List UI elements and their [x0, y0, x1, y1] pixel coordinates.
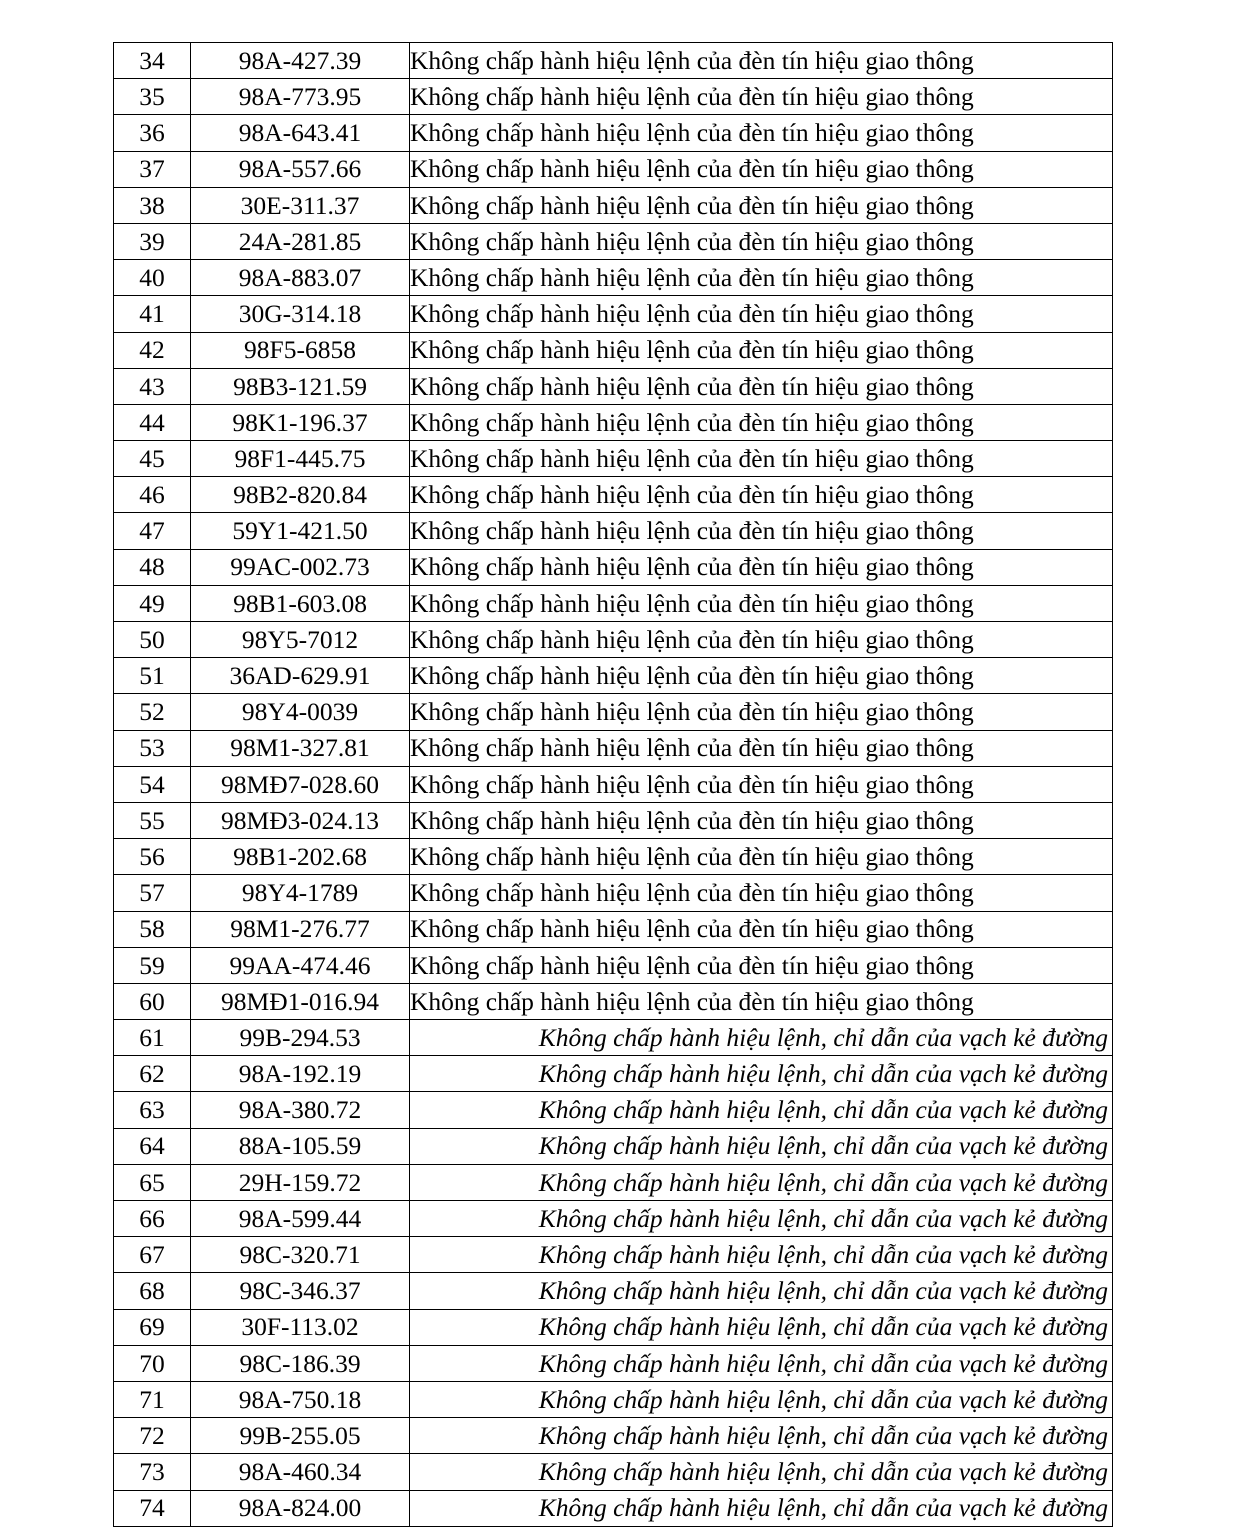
table-row — [114, 911, 1113, 947]
table-row — [114, 1201, 1113, 1237]
violation-description-cell: Không chấp hành hiệu lệnh, chỉ dẫn của vạch kẻ đường — [410, 1128, 1113, 1164]
license-plate-cell: 88A-105.59 — [191, 1128, 410, 1164]
violation-description-cell: Không chấp hành hiệu lệnh, chỉ dẫn của vạch kẻ đường — [410, 1381, 1113, 1417]
violation-description-cell: Không chấp hành hiệu lệnh của đèn tín hiệu giao thông — [410, 549, 1113, 585]
license-plate-cell: 30G-314.18 — [191, 296, 410, 332]
violation-table — [113, 42, 1113, 1527]
license-plate-cell: 98A-192.19 — [191, 1056, 410, 1092]
table-row — [114, 1490, 1113, 1526]
row-index-cell: 53 — [114, 730, 191, 766]
table-row — [114, 513, 1113, 549]
violation-description-cell: Không chấp hành hiệu lệnh của đèn tín hiệu giao thông — [410, 839, 1113, 875]
violation-description-cell: Không chấp hành hiệu lệnh của đèn tín hiệu giao thông — [410, 658, 1113, 694]
table-row — [114, 1309, 1113, 1345]
violation-description-cell: Không chấp hành hiệu lệnh của đèn tín hiệu giao thông — [410, 585, 1113, 621]
violation-description-cell: Không chấp hành hiệu lệnh của đèn tín hiệu giao thông — [410, 332, 1113, 368]
license-plate-cell: 98F1-445.75 — [191, 441, 410, 477]
license-plate-cell: 98B1-603.08 — [191, 585, 410, 621]
violation-description-cell: Không chấp hành hiệu lệnh của đèn tín hiệu giao thông — [410, 766, 1113, 802]
row-index-cell: 59 — [114, 947, 191, 983]
violation-description-cell: Không chấp hành hiệu lệnh của đèn tín hiệu giao thông — [410, 875, 1113, 911]
row-index-cell: 43 — [114, 368, 191, 404]
row-index-cell: 47 — [114, 513, 191, 549]
table-row — [114, 43, 1113, 79]
table-row — [114, 1020, 1113, 1056]
table-row — [114, 260, 1113, 296]
row-index-cell: 41 — [114, 296, 191, 332]
violation-description-cell: Không chấp hành hiệu lệnh, chỉ dẫn của vạch kẻ đường — [410, 1237, 1113, 1273]
table-row — [114, 1056, 1113, 1092]
table-row — [114, 875, 1113, 911]
table-row — [114, 1128, 1113, 1164]
table-row — [114, 1164, 1113, 1200]
row-index-cell: 65 — [114, 1164, 191, 1200]
violation-description-cell: Không chấp hành hiệu lệnh của đèn tín hiệu giao thông — [410, 296, 1113, 332]
row-index-cell: 38 — [114, 187, 191, 223]
violation-description-cell: Không chấp hành hiệu lệnh của đèn tín hiệu giao thông — [410, 79, 1113, 115]
table-row — [114, 296, 1113, 332]
license-plate-cell: 98C-346.37 — [191, 1273, 410, 1309]
license-plate-cell: 98A-427.39 — [191, 43, 410, 79]
violation-table-body — [114, 43, 1113, 1527]
violation-table-container — [113, 42, 1109, 1527]
violation-description-cell: Không chấp hành hiệu lệnh của đèn tín hiệu giao thông — [410, 911, 1113, 947]
license-plate-cell: 99B-255.05 — [191, 1418, 410, 1454]
license-plate-cell: 98MĐ1-016.94 — [191, 983, 410, 1019]
table-row — [114, 477, 1113, 513]
table-row — [114, 730, 1113, 766]
table-row — [114, 694, 1113, 730]
table-row — [114, 79, 1113, 115]
license-plate-cell: 30F-113.02 — [191, 1309, 410, 1345]
table-row — [114, 1454, 1113, 1490]
row-index-cell: 42 — [114, 332, 191, 368]
table-row — [114, 115, 1113, 151]
table-row — [114, 1092, 1113, 1128]
license-plate-cell: 98B1-202.68 — [191, 839, 410, 875]
row-index-cell: 50 — [114, 622, 191, 658]
license-plate-cell: 99B-294.53 — [191, 1020, 410, 1056]
row-index-cell: 63 — [114, 1092, 191, 1128]
row-index-cell: 45 — [114, 441, 191, 477]
violation-description-cell: Không chấp hành hiệu lệnh, chỉ dẫn của vạch kẻ đường — [410, 1056, 1113, 1092]
violation-description-cell: Không chấp hành hiệu lệnh, chỉ dẫn của vạch kẻ đường — [410, 1345, 1113, 1381]
row-index-cell: 60 — [114, 983, 191, 1019]
license-plate-cell: 99AC-002.73 — [191, 549, 410, 585]
violation-description-cell: Không chấp hành hiệu lệnh của đèn tín hiệu giao thông — [410, 43, 1113, 79]
license-plate-cell: 98A-773.95 — [191, 79, 410, 115]
table-row — [114, 549, 1113, 585]
violation-description-cell: Không chấp hành hiệu lệnh của đèn tín hiệu giao thông — [410, 260, 1113, 296]
license-plate-cell: 29H-159.72 — [191, 1164, 410, 1200]
row-index-cell: 35 — [114, 79, 191, 115]
table-row — [114, 766, 1113, 802]
row-index-cell: 37 — [114, 151, 191, 187]
row-index-cell: 64 — [114, 1128, 191, 1164]
violation-description-cell: Không chấp hành hiệu lệnh của đèn tín hiệu giao thông — [410, 947, 1113, 983]
row-index-cell: 54 — [114, 766, 191, 802]
row-index-cell: 69 — [114, 1309, 191, 1345]
violation-description-cell: Không chấp hành hiệu lệnh của đèn tín hiệu giao thông — [410, 622, 1113, 658]
row-index-cell: 55 — [114, 802, 191, 838]
row-index-cell: 72 — [114, 1418, 191, 1454]
license-plate-cell: 98A-557.66 — [191, 151, 410, 187]
violation-description-cell: Không chấp hành hiệu lệnh của đèn tín hiệu giao thông — [410, 477, 1113, 513]
row-index-cell: 70 — [114, 1345, 191, 1381]
license-plate-cell: 98F5-6858 — [191, 332, 410, 368]
license-plate-cell: 98A-883.07 — [191, 260, 410, 296]
row-index-cell: 58 — [114, 911, 191, 947]
row-index-cell: 66 — [114, 1201, 191, 1237]
row-index-cell: 48 — [114, 549, 191, 585]
table-row — [114, 187, 1113, 223]
row-index-cell: 36 — [114, 115, 191, 151]
row-index-cell: 49 — [114, 585, 191, 621]
violation-description-cell: Không chấp hành hiệu lệnh của đèn tín hiệu giao thông — [410, 983, 1113, 1019]
violation-description-cell: Không chấp hành hiệu lệnh của đèn tín hiệu giao thông — [410, 441, 1113, 477]
row-index-cell: 39 — [114, 223, 191, 259]
table-row — [114, 585, 1113, 621]
license-plate-cell: 98C-186.39 — [191, 1345, 410, 1381]
license-plate-cell: 98MĐ3-024.13 — [191, 802, 410, 838]
license-plate-cell: 99AA-474.46 — [191, 947, 410, 983]
row-index-cell: 71 — [114, 1381, 191, 1417]
license-plate-cell: 30E-311.37 — [191, 187, 410, 223]
license-plate-cell: 98Y4-1789 — [191, 875, 410, 911]
table-row — [114, 1345, 1113, 1381]
violation-description-cell: Không chấp hành hiệu lệnh, chỉ dẫn của vạch kẻ đường — [410, 1309, 1113, 1345]
license-plate-cell: 98K1-196.37 — [191, 404, 410, 440]
violation-description-cell: Không chấp hành hiệu lệnh, chỉ dẫn của vạch kẻ đường — [410, 1020, 1113, 1056]
license-plate-cell: 98B3-121.59 — [191, 368, 410, 404]
table-row — [114, 839, 1113, 875]
violation-description-cell: Không chấp hành hiệu lệnh của đèn tín hiệu giao thông — [410, 151, 1113, 187]
violation-description-cell: Không chấp hành hiệu lệnh của đèn tín hiệu giao thông — [410, 694, 1113, 730]
violation-description-cell: Không chấp hành hiệu lệnh của đèn tín hiệu giao thông — [410, 513, 1113, 549]
violation-description-cell: Không chấp hành hiệu lệnh của đèn tín hiệu giao thông — [410, 223, 1113, 259]
row-index-cell: 68 — [114, 1273, 191, 1309]
table-row — [114, 622, 1113, 658]
table-row — [114, 368, 1113, 404]
license-plate-cell: 24A-281.85 — [191, 223, 410, 259]
violation-description-cell: Không chấp hành hiệu lệnh, chỉ dẫn của vạch kẻ đường — [410, 1490, 1113, 1526]
license-plate-cell: 98M1-327.81 — [191, 730, 410, 766]
row-index-cell: 73 — [114, 1454, 191, 1490]
table-row — [114, 658, 1113, 694]
violation-description-cell: Không chấp hành hiệu lệnh của đèn tín hiệu giao thông — [410, 730, 1113, 766]
license-plate-cell: 98C-320.71 — [191, 1237, 410, 1273]
table-row — [114, 404, 1113, 440]
license-plate-cell: 98B2-820.84 — [191, 477, 410, 513]
table-row — [114, 1381, 1113, 1417]
violation-description-cell: Không chấp hành hiệu lệnh của đèn tín hiệu giao thông — [410, 368, 1113, 404]
license-plate-cell: 98M1-276.77 — [191, 911, 410, 947]
table-row — [114, 983, 1113, 1019]
violation-description-cell: Không chấp hành hiệu lệnh của đèn tín hiệu giao thông — [410, 802, 1113, 838]
violation-description-cell: Không chấp hành hiệu lệnh, chỉ dẫn của vạch kẻ đường — [410, 1273, 1113, 1309]
violation-description-cell: Không chấp hành hiệu lệnh của đèn tín hiệu giao thông — [410, 404, 1113, 440]
violation-description-cell: Không chấp hành hiệu lệnh, chỉ dẫn của vạch kẻ đường — [410, 1164, 1113, 1200]
violation-description-cell: Không chấp hành hiệu lệnh của đèn tín hiệu giao thông — [410, 187, 1113, 223]
license-plate-cell: 98MĐ7-028.60 — [191, 766, 410, 802]
license-plate-cell: 98Y5-7012 — [191, 622, 410, 658]
table-row — [114, 151, 1113, 187]
row-index-cell: 34 — [114, 43, 191, 79]
row-index-cell: 52 — [114, 694, 191, 730]
license-plate-cell: 98A-380.72 — [191, 1092, 410, 1128]
table-row — [114, 802, 1113, 838]
table-row — [114, 223, 1113, 259]
violation-description-cell: Không chấp hành hiệu lệnh, chỉ dẫn của vạch kẻ đường — [410, 1092, 1113, 1128]
license-plate-cell: 98A-460.34 — [191, 1454, 410, 1490]
row-index-cell: 46 — [114, 477, 191, 513]
row-index-cell: 44 — [114, 404, 191, 440]
violation-description-cell: Không chấp hành hiệu lệnh, chỉ dẫn của vạch kẻ đường — [410, 1454, 1113, 1490]
violation-description-cell: Không chấp hành hiệu lệnh của đèn tín hiệu giao thông — [410, 115, 1113, 151]
table-row — [114, 332, 1113, 368]
row-index-cell: 74 — [114, 1490, 191, 1526]
violation-description-cell: Không chấp hành hiệu lệnh, chỉ dẫn của vạch kẻ đường — [410, 1201, 1113, 1237]
license-plate-cell: 59Y1-421.50 — [191, 513, 410, 549]
row-index-cell: 56 — [114, 839, 191, 875]
license-plate-cell: 36AD-629.91 — [191, 658, 410, 694]
violation-description-cell: Không chấp hành hiệu lệnh, chỉ dẫn của vạch kẻ đường — [410, 1418, 1113, 1454]
table-row — [114, 1418, 1113, 1454]
license-plate-cell: 98A-824.00 — [191, 1490, 410, 1526]
table-row — [114, 947, 1113, 983]
license-plate-cell: 98A-643.41 — [191, 115, 410, 151]
license-plate-cell: 98A-750.18 — [191, 1381, 410, 1417]
row-index-cell: 40 — [114, 260, 191, 296]
license-plate-cell: 98Y4-0039 — [191, 694, 410, 730]
table-row — [114, 441, 1113, 477]
row-index-cell: 57 — [114, 875, 191, 911]
table-row — [114, 1237, 1113, 1273]
row-index-cell: 67 — [114, 1237, 191, 1273]
license-plate-cell: 98A-599.44 — [191, 1201, 410, 1237]
row-index-cell: 62 — [114, 1056, 191, 1092]
row-index-cell: 51 — [114, 658, 191, 694]
row-index-cell: 61 — [114, 1020, 191, 1056]
table-row — [114, 1273, 1113, 1309]
